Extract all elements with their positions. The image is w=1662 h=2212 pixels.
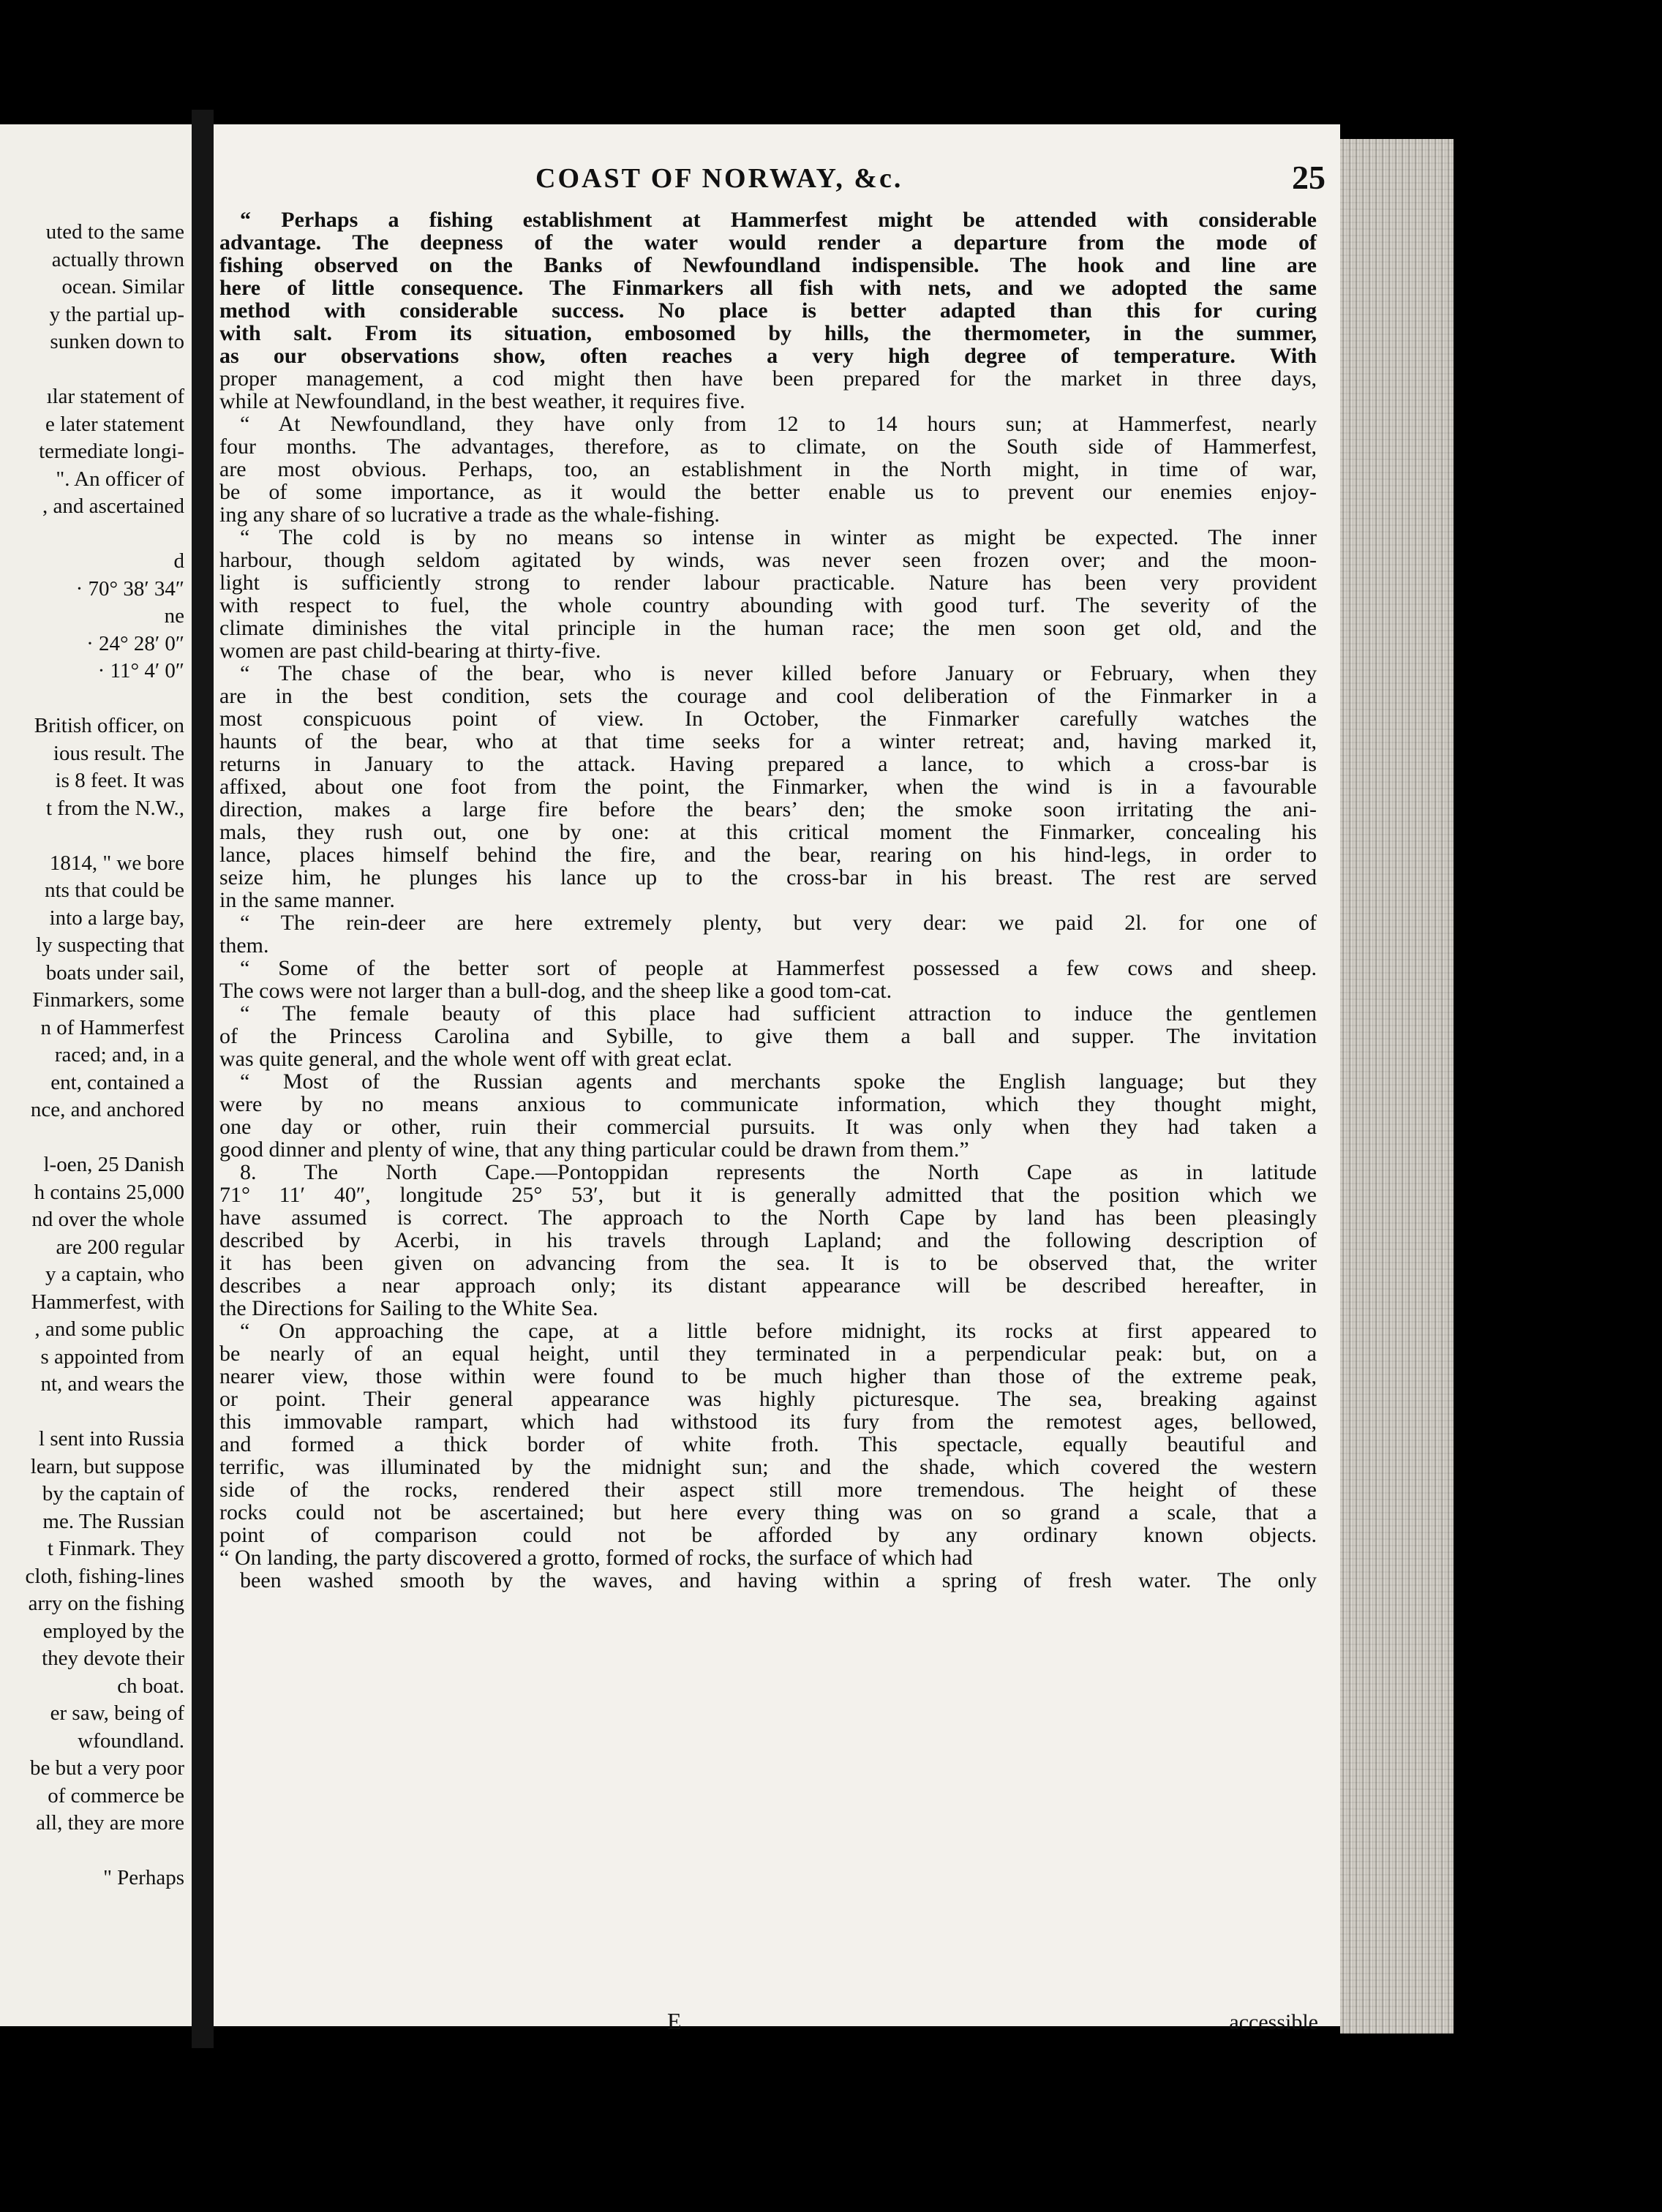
text-line: be nearly of an equal height, until they terminated in a perpendicular peak: but, on a <box>219 1342 1317 1366</box>
text-line: one day or other, ruin their commercial pursuits. It was only when they had taken a <box>219 1115 1317 1139</box>
left-page-line: of commerce be <box>48 1783 184 1807</box>
left-page-line: Hammerfest, with <box>31 1290 184 1314</box>
left-page-line: is 8 feet. It was <box>55 769 184 792</box>
text-line: them. <box>219 933 269 958</box>
left-page-line: Finmarkers, some <box>32 988 184 1012</box>
text-line: terrific, was illuminated by the midnight sun; and the shade, which covered the western <box>219 1455 1317 1479</box>
text-line: describes a near approach only; its distant appearance will be described hereafter, in <box>219 1274 1317 1298</box>
left-page-line: · 11° 4′ 0″ <box>97 659 184 682</box>
left-page-line: t Finmark. They <box>47 1537 184 1560</box>
left-page-line: l-oen, 25 Danish <box>43 1153 184 1176</box>
left-page-line: ocean. Similar <box>61 275 184 298</box>
text-line: good dinner and plenty of wine, that any thing particular could be drawn from them.” <box>219 1137 969 1162</box>
text-line: mals, they rush out, one by one: at this critical moment the Finmarker, concealing his <box>219 820 1317 844</box>
left-page-line: by the captain of <box>42 1482 184 1505</box>
left-page-line: er saw, being of <box>50 1701 184 1725</box>
text-line: women are past child-bearing at thirty-five. <box>219 639 601 663</box>
text-line: with salt. From its situation, embosomed by hills, the thermometer, in the summer, <box>219 321 1317 345</box>
text-line: it has been given on advancing from the sea. It is to be observed that, the writer <box>219 1251 1317 1275</box>
text-line: fishing observed on the Banks of Newfoundland indispensible. The hook and line are <box>219 253 1317 277</box>
left-page-line: actually thrown <box>51 247 184 271</box>
text-line: seize him, he plunges his lance up to the cross-bar in his breast. The rest are served <box>219 865 1317 889</box>
left-page-line: , and ascertained <box>42 494 184 518</box>
left-page-line: nd over the whole <box>31 1208 184 1231</box>
text-line: were by no means anxious to communicate information, which they thought might, <box>219 1092 1317 1116</box>
left-page-fragment <box>0 124 192 2026</box>
text-line: as our observations show, often reaches a very high degree of temperature. With <box>219 344 1317 368</box>
text-line: climate diminishes the vital principle in the human race; the men soon get old, and the <box>219 616 1317 640</box>
left-page-line: termediate longi- <box>39 440 184 463</box>
text-line: are in the best condition, sets the courage and cool deliberation of the Finmarker in a <box>219 684 1317 708</box>
text-line: “ The chase of the bear, who is never killed before January or February, when they <box>240 661 1317 685</box>
left-page-line: nt, and wears the <box>40 1372 184 1396</box>
left-page-line: y the partial up- <box>49 302 184 326</box>
text-line: most conspicuous point of view. In October, the Finmarker carefully watches the <box>219 707 1317 731</box>
text-line: side of the rocks, rendered their aspect still more tremendous. The height of these <box>219 1478 1317 1502</box>
text-line: advantage. The deepness of the water would render a departure from the mode of <box>219 230 1317 255</box>
main-page <box>214 124 1340 2034</box>
text-line: rocks could not be ascertained; but here every thing was on so grand a scale, that a <box>219 1500 1317 1524</box>
left-page-line: they devote their <box>42 1647 184 1670</box>
left-page-line: be but a very poor <box>30 1756 184 1780</box>
text-line: ing any share of so lucrative a trade as the whale-fishing. <box>219 503 720 527</box>
text-line: and formed a thick border of white froth. This spectacle, equally beautiful and <box>219 1432 1317 1456</box>
left-page-line: me. The Russian <box>42 1509 184 1533</box>
left-page-line: " Perhaps <box>103 1866 184 1889</box>
text-line: are most obvious. Perhaps, too, an establishment in the North might, in time of war, <box>219 457 1317 481</box>
left-page-line: s appointed from <box>40 1344 184 1369</box>
left-page-line: nce, and anchored <box>30 1098 184 1121</box>
text-line: returns in January to the attack. Having prepared a lance, to which a cross-bar is <box>219 752 1317 776</box>
left-page-line: ent, contained a <box>50 1070 184 1094</box>
text-line: The cows were not larger than a bull-dog, and the sheep like a good tom-cat. <box>219 979 892 1003</box>
left-page-line: ch boat. <box>117 1674 184 1698</box>
page-edges <box>1340 139 1454 2034</box>
text-line: haunts of the bear, who at that time seeks for a winter retreat; and, having marked it, <box>219 729 1317 753</box>
left-page-line: ". An officer of <box>56 467 184 491</box>
text-line: be of some importance, as it would the better enable us to prevent our enemies enjoy- <box>219 480 1317 504</box>
text-line: lance, places himself behind the fire, and the bear, rearing on his hind-legs, in order to <box>219 843 1317 867</box>
body-text <box>219 208 1317 1592</box>
left-page-line: t from the N.W., <box>45 796 184 820</box>
text-line: or point. Their general appearance was highly picturesque. The sea, breaking against <box>219 1387 1317 1411</box>
text-line: nearer view, those within were found to be much higher than those of the extreme peak, <box>219 1364 1317 1388</box>
text-line: “ Some of the better sort of people at Hammerfest possessed a few cows and sheep. <box>240 956 1317 980</box>
text-line: “ On landing, the party discovered a grotto, formed of rocks, the surface of which had <box>219 1546 973 1570</box>
left-page-line: sunken down to <box>50 330 184 353</box>
text-line: have assumed is correct. The approach to the North Cape by land has been pleasingly <box>219 1205 1317 1230</box>
left-page-line: into a large bay, <box>49 906 184 930</box>
left-page-line: arry on the fishing <box>28 1592 184 1615</box>
text-line: harbour, though seldom agitated by winds, was never seen frozen over; and the moon- <box>219 548 1317 572</box>
left-page-line: ious result. The <box>53 741 184 765</box>
text-line: direction, makes a large fire before the bears’ den; the smoke soon irritating the ani- <box>219 797 1317 821</box>
left-page-line: ne <box>164 604 184 628</box>
left-page-line: all, they are more <box>36 1811 184 1835</box>
left-page-line: wfoundland. <box>78 1728 184 1753</box>
left-page-line: nts that could be <box>45 879 184 902</box>
text-line: 71° 11′ 40″, longitude 25° 53′, but it is generally admitted that the position which we <box>219 1183 1317 1207</box>
text-line: this immovable rampart, which had withstood its fury from the remotest ages, bellowed, <box>219 1410 1317 1434</box>
left-page-line: raced; and, in a <box>54 1043 184 1066</box>
text-line: affixed, about one foot from the point, the Finmarker, when the wind is in a favourable <box>219 775 1317 799</box>
text-line: “ The cold is by no means so intense in winter as might be expected. The inner <box>240 525 1317 549</box>
text-line: of the Princess Carolina and Sybille, to give them a ball and supper. The invitation <box>219 1024 1317 1048</box>
page-number: 25 <box>1292 159 1326 196</box>
running-head: COAST OF NORWAY, &c. <box>535 163 903 194</box>
page-header <box>214 159 1340 199</box>
text-line: four months. The advantages, therefore, as to climate, on the South side of Hammerfest, <box>219 434 1317 459</box>
text-line: point of comparison could not be afforded by any ordinary known objects. <box>219 1523 1317 1547</box>
book-gutter <box>192 110 214 2048</box>
text-line: “ Most of the Russian agents and merchants spoke the English language; but they <box>240 1069 1317 1094</box>
left-page-line: boats under sail, <box>45 960 184 985</box>
text-line: was quite general, and the whole went off with great eclat. <box>219 1047 732 1071</box>
text-line: “ The rein-deer are here extremely plenty, but very dear: we paid 2l. for one of <box>240 911 1317 935</box>
text-line: here of little consequence. The Finmarkers all fish with nets, and we adopted the same <box>219 276 1317 300</box>
text-line: the Directions for Sailing to the White Sea. <box>219 1296 598 1320</box>
left-page-line: employed by the <box>42 1619 184 1643</box>
left-page-line: British officer, on <box>34 714 184 737</box>
left-page-line: d <box>173 549 184 573</box>
left-page-line: ılar statement of <box>46 385 184 408</box>
left-page-line: uted to the same <box>45 220 184 244</box>
text-line: “ Perhaps a fishing establishment at Hammerfest might be attended with considerable <box>240 208 1317 232</box>
left-page-line: , and some public <box>34 1317 184 1341</box>
left-page-line: learn, but suppose <box>30 1454 184 1478</box>
text-line: method with considerable success. No place is better adapted than this for curing <box>219 298 1317 323</box>
left-page-line: e later statement <box>45 412 184 436</box>
left-page-line: are 200 regular <box>56 1235 184 1259</box>
left-page-line: cloth, fishing-lines <box>25 1564 184 1588</box>
text-line: proper management, a cod might then have been prepared for the market in three days, <box>219 366 1317 391</box>
text-line: described by Acerbi, in his travels through Lapland; and the following description of <box>219 1228 1317 1252</box>
text-line: “ The female beauty of this place had sufficient attraction to induce the gentlemen <box>240 1001 1317 1026</box>
text-line: “ At Newfoundland, they have only from 12 to 14 hours sun; at Hammerfest, nearly <box>240 412 1317 436</box>
text-line: “ On approaching the cape, at a little before midnight, its rocks at first appeared to <box>240 1319 1317 1343</box>
left-page-line: l sent into Russia <box>39 1427 184 1451</box>
text-line: light is sufficiently strong to render labour practicable. Nature has been very provident <box>219 571 1317 595</box>
left-page-line: y a captain, who <box>45 1263 184 1286</box>
left-page-line: · 24° 28′ 0″ <box>86 631 184 655</box>
text-line: 8. The North Cape.—Pontoppidan represents the North Cape as in latitude <box>240 1160 1317 1184</box>
left-page-line: h contains 25,000 <box>34 1180 184 1204</box>
left-page-line: · 70° 38′ 34″ <box>75 576 184 601</box>
left-page-line: n of Hammerfest <box>40 1015 184 1039</box>
text-line: while at Newfoundland, in the best weather, it requires five. <box>219 389 745 413</box>
text-line: in the same manner. <box>219 888 395 912</box>
left-page-line: ly suspecting that <box>36 933 184 957</box>
text-line: been washed smooth by the waves, and having within a spring of fresh water. The only <box>240 1568 1317 1592</box>
text-line: with respect to fuel, the whole country abounding with good turf. The severity of the <box>219 593 1317 617</box>
left-page-line: 1814, " we bore <box>49 851 184 875</box>
signature-mark: E <box>667 2008 682 2034</box>
catchword: accessible <box>1229 2010 1318 2034</box>
